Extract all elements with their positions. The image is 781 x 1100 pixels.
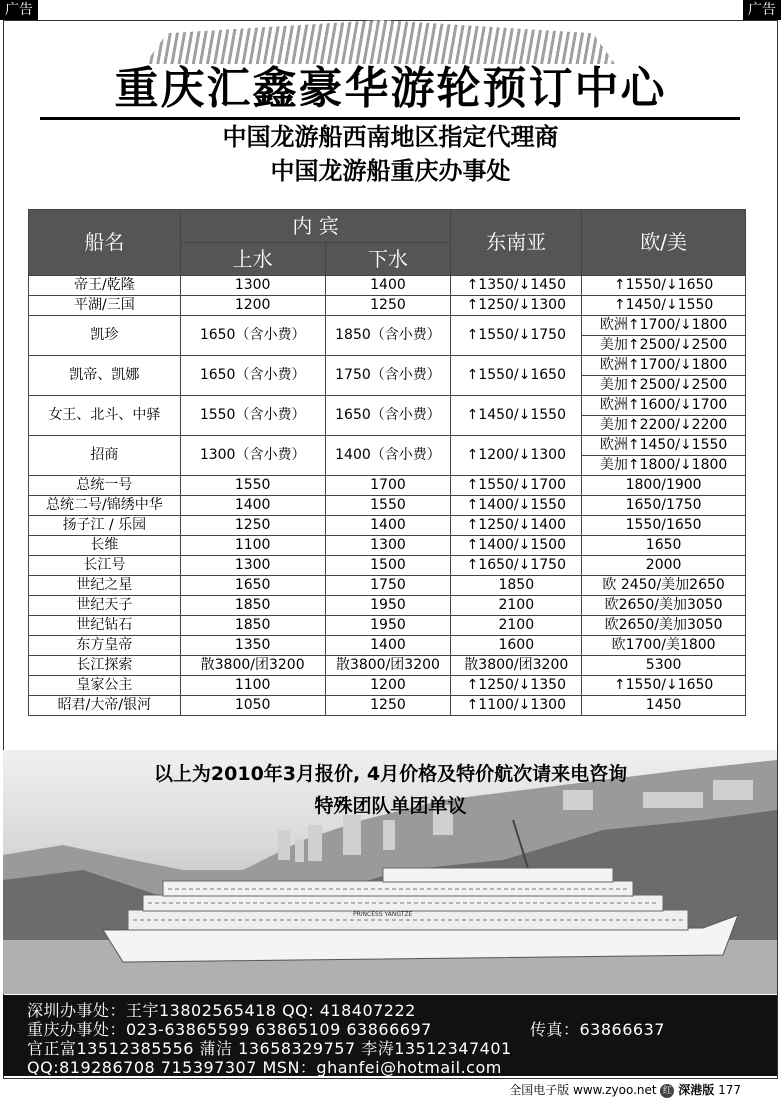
cell-europe-america-price: 欧2650/美加3050 xyxy=(582,616,746,636)
cell-upstream-price: 1350 xyxy=(180,636,325,656)
cell-europe-america-price: 美加↑2200/↓2200 xyxy=(582,416,746,436)
cell-ship-name: 总统一号 xyxy=(29,476,181,496)
cell-southeast-asia-price: ↑1250/↓1400 xyxy=(451,516,582,536)
cell-downstream-price: 1650（含小费） xyxy=(325,396,451,436)
ad-tag-right: 广告 xyxy=(743,0,781,20)
table-row xyxy=(29,596,746,616)
cell-downstream-price: 1950 xyxy=(325,616,451,636)
cell-downstream-price: 1400 xyxy=(325,636,451,656)
cell-southeast-asia-price: ↑1100/↓1300 xyxy=(451,696,582,716)
cell-downstream-price: 1850（含小费） xyxy=(325,316,451,356)
cell-europe-america-price: 欧洲↑1700/↓1800 xyxy=(582,356,746,376)
cell-upstream-price: 1400 xyxy=(180,496,325,516)
cell-ship-name: 长江探索 xyxy=(29,656,181,676)
cell-ship-name: 长维 xyxy=(29,536,181,556)
cell-upstream-price: 1300（含小费） xyxy=(180,436,325,476)
table-row xyxy=(29,396,746,416)
cell-downstream-price: 散3800/团3200 xyxy=(325,656,451,676)
price-note: 以上为2010年3月报价, 4月价格及特价航次请来电咨询 xyxy=(153,763,628,785)
cell-europe-america-price: ↑1450/↓1550 xyxy=(582,296,746,316)
cell-southeast-asia-price: ↑1550/↓1750 xyxy=(451,316,582,356)
cell-upstream-price: 1100 xyxy=(180,536,325,556)
cell-upstream-price: 1550（含小费） xyxy=(180,396,325,436)
page-number: 177 xyxy=(718,1083,741,1097)
cell-southeast-asia-price: 1850 xyxy=(451,576,582,596)
contact-phones: 官正富13512385556 蒲洁 13658329757 李涛13512347401 xyxy=(27,1039,512,1058)
header-downstream: 下水 xyxy=(325,243,451,276)
cell-southeast-asia-price: 2100 xyxy=(451,616,582,636)
cell-europe-america-price: 欧2650/美加3050 xyxy=(582,596,746,616)
group-note: 特殊团队单团单议 xyxy=(314,795,467,817)
cell-upstream-price: 1650 xyxy=(180,576,325,596)
cell-southeast-asia-price: ↑1550/↓1650 xyxy=(451,356,582,396)
cell-ship-name: 女王、北斗、中驿 xyxy=(29,396,181,436)
red-badge-icon: 红 xyxy=(660,1084,674,1098)
cell-europe-america-price: ↑1550/↓1650 xyxy=(582,676,746,696)
page-footer xyxy=(509,1081,741,1098)
cell-downstream-price: 1500 xyxy=(325,556,451,576)
cell-ship-name: 凯帝、凯娜 xyxy=(29,356,181,396)
table-row xyxy=(29,276,746,296)
cell-southeast-asia-price: ↑1400/↓1500 xyxy=(451,536,582,556)
contact-chongqing: 重庆办事处：023-63865599 63865109 63866697 xyxy=(27,1020,432,1039)
table-row xyxy=(29,556,746,576)
cell-europe-america-price: 美加↑2500/↓2500 xyxy=(582,376,746,396)
cell-europe-america-price: 欧洲↑1700/↓1800 xyxy=(582,316,746,336)
subtitle-office: 中国龙游船重庆办事处 xyxy=(270,157,511,185)
cell-southeast-asia-price: ↑1550/↓1700 xyxy=(451,476,582,496)
cell-southeast-asia-price: 2100 xyxy=(451,596,582,616)
cell-europe-america-price: 1650 xyxy=(582,536,746,556)
price-table xyxy=(28,209,746,716)
cell-upstream-price: 1850 xyxy=(180,596,325,616)
cell-ship-name: 长江号 xyxy=(29,556,181,576)
ship-name-text: PRINCESS YANGTZE xyxy=(353,911,413,918)
cell-ship-name: 招商 xyxy=(29,436,181,476)
contact-panel xyxy=(3,995,777,1076)
cell-ship-name: 东方皇帝 xyxy=(29,636,181,656)
cell-ship-name: 平湖/三国 xyxy=(29,296,181,316)
title-divider xyxy=(40,117,740,120)
cell-downstream-price: 1250 xyxy=(325,696,451,716)
table-row xyxy=(29,696,746,716)
cruise-ship-photo xyxy=(3,750,777,994)
cell-ship-name: 凯珍 xyxy=(29,316,181,356)
cell-upstream-price: 散3800/团3200 xyxy=(180,656,325,676)
cell-southeast-asia-price: ↑1250/↓1350 xyxy=(451,676,582,696)
cell-europe-america-price: 美加↑2500/↓2500 xyxy=(582,336,746,356)
cell-ship-name: 世纪之星 xyxy=(29,576,181,596)
cell-europe-america-price: 1800/1900 xyxy=(582,476,746,496)
cell-downstream-price: 1400 xyxy=(325,516,451,536)
cell-europe-america-price: 1550/1650 xyxy=(582,516,746,536)
cell-ship-name: 世纪天子 xyxy=(29,596,181,616)
table-row xyxy=(29,576,746,596)
cell-downstream-price: 1300 xyxy=(325,536,451,556)
table-row xyxy=(29,296,746,316)
cell-southeast-asia-price: 散3800/团3200 xyxy=(451,656,582,676)
cell-ship-name: 扬子江 / 乐园 xyxy=(29,516,181,536)
cell-downstream-price: 1200 xyxy=(325,676,451,696)
cell-europe-america-price: 欧1700/美1800 xyxy=(582,636,746,656)
cell-ship-name: 总统二号/锦绣中华 xyxy=(29,496,181,516)
header-ship: 船名 xyxy=(29,210,181,276)
header-domestic: 内 宾 xyxy=(180,210,451,243)
cell-europe-america-price: 1650/1750 xyxy=(582,496,746,516)
cell-downstream-price: 1950 xyxy=(325,596,451,616)
cell-europe-america-price: 美加↑1800/↓1800 xyxy=(582,456,746,476)
cell-europe-america-price: 欧 2450/美加2650 xyxy=(582,576,746,596)
cell-upstream-price: 1100 xyxy=(180,676,325,696)
cell-southeast-asia-price: ↑1350/↓1450 xyxy=(451,276,582,296)
table-row xyxy=(29,516,746,536)
cell-southeast-asia-price: 1600 xyxy=(451,636,582,656)
table-row xyxy=(29,316,746,336)
ad-tag-left: 广告 xyxy=(0,0,38,20)
cell-downstream-price: 1750 xyxy=(325,576,451,596)
cell-upstream-price: 1250 xyxy=(180,516,325,536)
contact-qq-msn: QQ:819286708 715397307 MSN：ghanfei@hotmail.com xyxy=(27,1058,502,1077)
cell-ship-name: 皇家公主 xyxy=(29,676,181,696)
cell-europe-america-price: ↑1550/↓1650 xyxy=(582,276,746,296)
cell-ship-name: 帝王/乾隆 xyxy=(29,276,181,296)
cell-southeast-asia-price: ↑1250/↓1300 xyxy=(451,296,582,316)
cell-europe-america-price: 2000 xyxy=(582,556,746,576)
cell-downstream-price: 1400（含小费） xyxy=(325,436,451,476)
header-upstream: 上水 xyxy=(180,243,325,276)
cell-southeast-asia-price: ↑1450/↓1550 xyxy=(451,396,582,436)
cell-europe-america-price: 欧洲↑1450/↓1550 xyxy=(582,436,746,456)
cell-downstream-price: 1550 xyxy=(325,496,451,516)
cell-upstream-price: 1850 xyxy=(180,616,325,636)
contact-shenzhen: 深圳办事处：王宇13802565418 QQ: 418407222 xyxy=(27,1001,416,1020)
subtitle-agent: 中国龙游船西南地区指定代理商 xyxy=(222,123,559,151)
table-row xyxy=(29,636,746,656)
cell-upstream-price: 1550 xyxy=(180,476,325,496)
table-row xyxy=(29,616,746,636)
page-title: 重庆汇鑫豪华游轮预订中心 xyxy=(114,63,667,114)
price-table-body xyxy=(29,276,746,716)
cell-europe-america-price: 5300 xyxy=(582,656,746,676)
cell-southeast-asia-price: ↑1200/↓1300 xyxy=(451,436,582,476)
footer-site: 全国电子版 www.zyoo.net xyxy=(509,1083,657,1097)
table-row xyxy=(29,656,746,676)
cell-downstream-price: 1250 xyxy=(325,296,451,316)
cell-upstream-price: 1650（含小费） xyxy=(180,356,325,396)
cell-downstream-price: 1750（含小费） xyxy=(325,356,451,396)
cell-upstream-price: 1050 xyxy=(180,696,325,716)
cell-ship-name: 世纪钻石 xyxy=(29,616,181,636)
cell-upstream-price: 1300 xyxy=(180,276,325,296)
table-row xyxy=(29,676,746,696)
cell-upstream-price: 1650（含小费） xyxy=(180,316,325,356)
cell-europe-america-price: 欧洲↑1600/↓1700 xyxy=(582,396,746,416)
cell-europe-america-price: 1450 xyxy=(582,696,746,716)
cell-upstream-price: 1300 xyxy=(180,556,325,576)
cell-ship-name: 昭君/大帝/银河 xyxy=(29,696,181,716)
cell-southeast-asia-price: ↑1400/↓1550 xyxy=(451,496,582,516)
ship-scene-illustration xyxy=(3,750,777,994)
table-row xyxy=(29,476,746,496)
header-europe-america: 欧/美 xyxy=(582,210,746,276)
cell-downstream-price: 1400 xyxy=(325,276,451,296)
table-row xyxy=(29,496,746,516)
table-row xyxy=(29,356,746,376)
header-southeast-asia: 东南亚 xyxy=(451,210,582,276)
cell-upstream-price: 1200 xyxy=(180,296,325,316)
contact-fax: 传真：63866637 xyxy=(530,1020,665,1039)
table-row xyxy=(29,436,746,456)
cell-southeast-asia-price: ↑1650/↓1750 xyxy=(451,556,582,576)
table-row xyxy=(29,536,746,556)
footer-edition: 深港版 xyxy=(678,1083,715,1097)
cell-downstream-price: 1700 xyxy=(325,476,451,496)
